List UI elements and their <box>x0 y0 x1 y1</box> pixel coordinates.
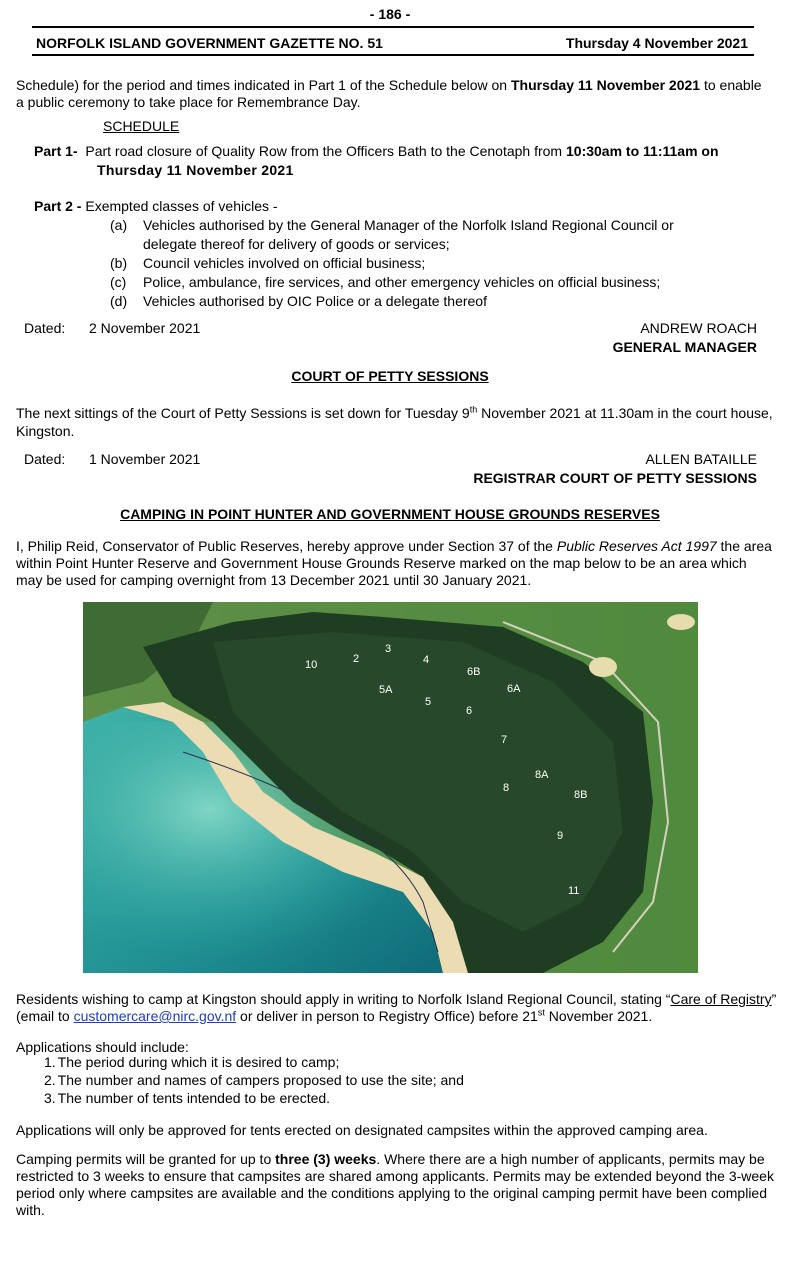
permits-line2: restricted to 3 weeks to ensure that campsites are shared among applicants. Permits may be extended beyond the 3-week <box>16 1168 774 1184</box>
signer-name-1: ANDREW ROACH <box>640 320 757 336</box>
road-closure-intro-line1: Schedule) for the period and times indicated in Part 1 of the Schedule below on Thursday 11 November 2021 to enable <box>16 77 762 93</box>
map-label-11: 11 <box>568 885 580 897</box>
part1-line1: Part 1- Part road closure of Quality Row from the Officers Bath to the Cenotaph from 10:30am to 11:11am on <box>34 143 719 159</box>
residents-line2: (email to customercare@nirc.gov.nf or deliver in person to Registry Office) before 21st November 2021. <box>16 1007 653 1024</box>
dated-label-1: Dated: <box>24 320 66 336</box>
map-label-8a: 8A <box>535 769 549 781</box>
bunker <box>589 657 617 677</box>
aerial-map-graphic <box>83 602 698 973</box>
map-label-6a: 6A <box>507 683 521 695</box>
exemption-c-mark: (c) <box>110 274 127 290</box>
map-label-6: 6 <box>466 705 473 717</box>
camping-intro-line2: within Point Hunter Reserve and Government House Grounds Reserve marked on the map below to be an area which <box>16 555 747 571</box>
court-text-line1: The next sittings of the Court of Petty Sessions is set down for Tuesday 9th November 2021 at 11.30am in the court house, <box>16 404 773 421</box>
permits-line1: Camping permits will be granted for up to three (3) weeks. Where there are a high number of applicants, permits may be <box>16 1151 765 1167</box>
exemption-b-mark: (b) <box>110 255 128 271</box>
approval-note: Applications will only be approved for tents erected on designated campsites within the approved camping area. <box>16 1122 708 1138</box>
exemption-a-line1: Vehicles authorised by the General Manager of the Norfolk Island Regional Council or <box>143 217 674 233</box>
map-label-8: 8 <box>503 782 510 794</box>
gazette-date: Thursday 4 November 2021 <box>565 35 748 51</box>
map-label-5: 5 <box>425 696 432 708</box>
camping-title: CAMPING IN POINT HUNTER AND GOVERNMENT HOUSE GROUNDS RESERVES <box>120 506 660 522</box>
list-item: 1. The period during which it is desired to camp; <box>44 1054 340 1070</box>
road-closure-intro-line2: a public ceremony to take place for Remembrance Day. <box>16 94 361 110</box>
page-number: - 186 - <box>369 6 411 22</box>
map-label-6b: 6B <box>467 666 481 678</box>
signer-name-2: ALLEN BATAILLE <box>645 451 757 467</box>
map-label-8b: 8B <box>574 789 588 801</box>
part2-line: Part 2 - Exempted classes of vehicles - <box>34 198 278 214</box>
schedule-heading: SCHEDULE <box>103 118 180 134</box>
exemption-d-mark: (d) <box>110 293 128 309</box>
applications-list <box>16 1054 464 1108</box>
court-title: COURT OF PETTY SESSIONS <box>291 368 489 384</box>
exemption-d-text: Vehicles authorised by OIC Police or a delegate thereof <box>143 293 487 309</box>
dated-value-2: 1 November 2021 <box>89 451 201 467</box>
part1-date: Thursday 11 November 2021 <box>97 162 294 178</box>
list-item: 2. The number and names of campers proposed to use the site; and <box>44 1072 464 1088</box>
map-label-5a: 5A <box>379 684 393 696</box>
exemption-b-text: Council vehicles involved on official business; <box>143 255 426 271</box>
email-link[interactable]: customercare@nirc.gov.nf <box>73 1008 237 1024</box>
residents-line1: Residents wishing to camp at Kingston should apply in writing to Norfolk Island Regional Council, stating “Care of Registry” <box>16 991 777 1007</box>
header-rule-top <box>32 26 754 28</box>
map-label-7: 7 <box>501 734 508 746</box>
map-label-4: 4 <box>423 654 430 666</box>
map-label-3: 3 <box>385 643 392 655</box>
permits-line3: period only where campsites are available and the conditions applying to the original camping permit have been complied <box>16 1185 768 1201</box>
camping-intro-line3: may be used for camping overnight from 13 December 2021 until 30 January 2021. <box>16 572 532 588</box>
gazette-title: NORFOLK ISLAND GOVERNMENT GAZETTE NO. 51 <box>36 35 383 51</box>
map-label-9: 9 <box>557 830 564 842</box>
signer-title-1: GENERAL MANAGER <box>612 339 757 355</box>
list-item: 3. The number of tents intended to be erected. <box>44 1090 331 1106</box>
map-label-2: 2 <box>353 653 360 665</box>
camping-intro-line1: I, Philip Reid, Conservator of Public Reserves, hereby approve under Section 37 of the Public Reserves Act 1997 the area <box>16 538 772 554</box>
campsite-aerial-map <box>83 602 698 973</box>
exemption-c-text: Police, ambulance, fire services, and other emergency vehicles on official business; <box>143 274 661 290</box>
bunker-2 <box>667 614 695 630</box>
exemption-a-mark: (a) <box>110 217 128 233</box>
exemption-a-line2: delegate thereof for delivery of goods or services; <box>143 236 450 252</box>
court-text-line2: Kingston. <box>16 423 75 439</box>
signer-title-2: REGISTRAR COURT OF PETTY SESSIONS <box>473 470 757 486</box>
permits-line4: with. <box>16 1202 45 1218</box>
applications-heading: Applications should include: <box>16 1039 189 1055</box>
dated-value-1: 2 November 2021 <box>89 320 201 336</box>
header-rule-bottom <box>32 54 754 56</box>
dated-label-2: Dated: <box>24 451 66 467</box>
map-label-10: 10 <box>305 659 318 671</box>
